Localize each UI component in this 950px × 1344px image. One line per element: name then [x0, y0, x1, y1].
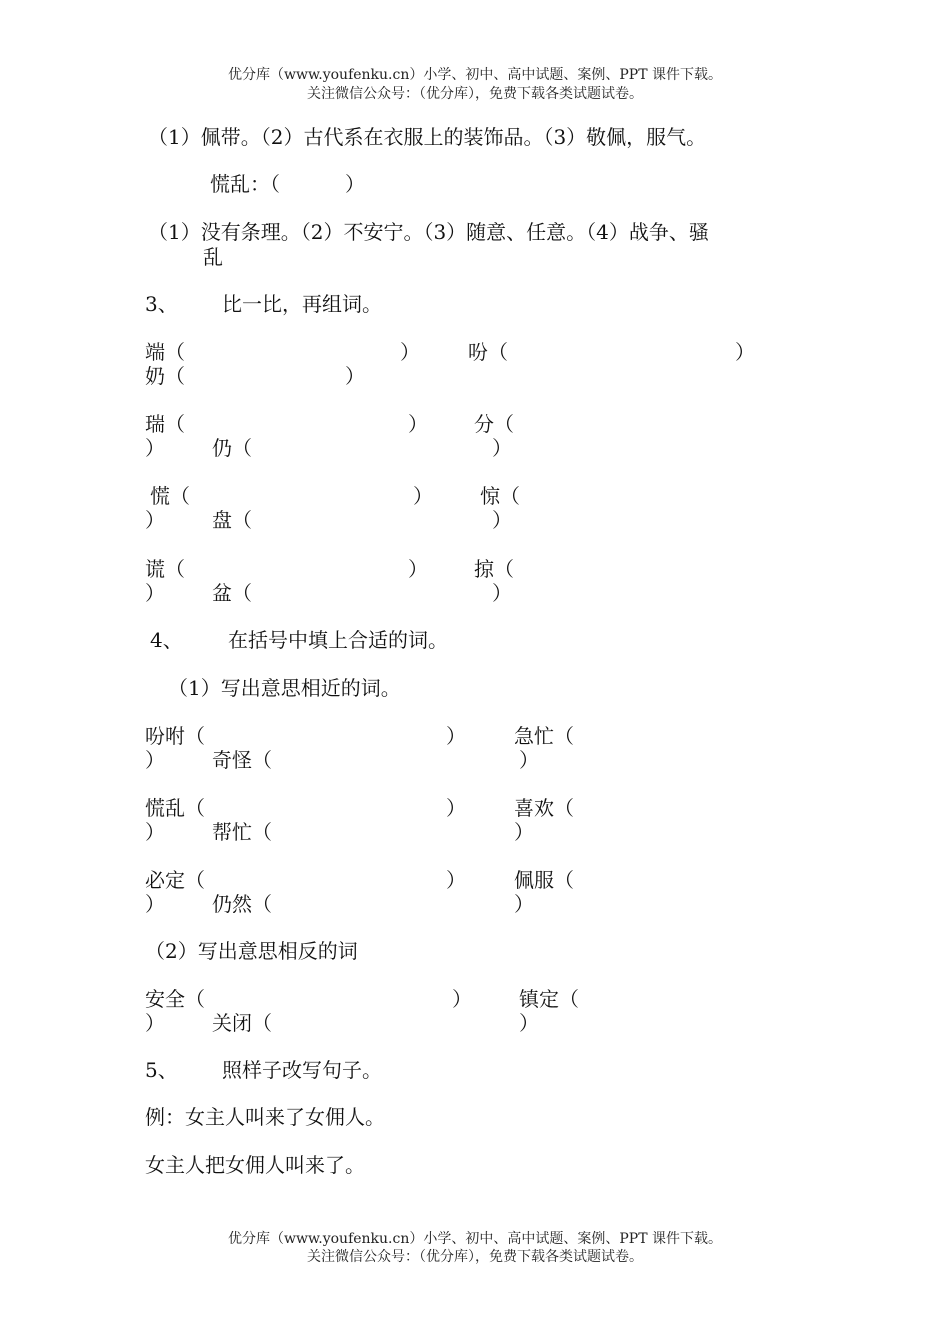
q4-s1-r3-c1-close: ） [446, 868, 466, 892]
q3-r2-c2: 分（ [474, 412, 514, 436]
q3-r1-c3: 奶（ [145, 364, 185, 388]
q5-number: 5、 [145, 1058, 178, 1082]
q4-s1-r1-c1: 吩咐（ [145, 724, 205, 748]
q4-s1-r3-c2: 佩服（ [514, 868, 574, 892]
q3-r3-c2: 惊（ [480, 484, 520, 508]
q4-s2-r1-c3-close: ） [519, 1011, 539, 1035]
luan-meanings-line2: 乱 [203, 245, 223, 269]
q3-r3-c3: 盘（ [212, 508, 252, 532]
q4-s1-r1-c2: 急忙（ [514, 724, 574, 748]
q4-s1-r2-c2-close-right: ） [514, 820, 534, 844]
q3-title: 比一比，再组词。 [222, 292, 382, 316]
q4-sub2-title: （2）写出意思相反的词 [145, 939, 358, 963]
q4-s2-r1-c2: 镇定（ [519, 987, 579, 1011]
q4-s1-r3-c1: 必定（ [145, 868, 205, 892]
q3-r4-c3: 盆（ [212, 581, 252, 605]
q4-s1-r2-c2-close: ） [145, 820, 165, 844]
q3-r3-c2-close: ） [145, 508, 165, 532]
q4-title: 在括号中填上合适的词。 [228, 628, 448, 652]
q3-number: 3、 [145, 292, 178, 316]
q3-r4-c2: 掠（ [474, 557, 514, 581]
q3-r2-c2-close: ） [145, 436, 165, 460]
q4-s1-r1-c2-close: ） [145, 748, 165, 772]
q3-r3-c1-close: ） [413, 484, 433, 508]
q3-r3-c1: 慌（ [150, 484, 190, 508]
page-footer-line1: 优分库（www.youfenku.cn）小学、初中、高中试题、案例、PPT 课件下载。 [227, 1231, 722, 1247]
q3-r2-c1-close: ） [408, 412, 428, 436]
q4-s2-r1-c2-close: ） [145, 1011, 165, 1035]
q3-r1-c1-close: ） [400, 340, 420, 364]
q5-example: 例：女主人叫来了女佣人。 [145, 1105, 385, 1129]
q4-s2-r1-c1: 安全（ [145, 987, 205, 1011]
page-footer-line2: 关注微信公众号：（优分库），免费下载各类试题试卷。 [307, 1249, 643, 1265]
q4-s1-r2-c2: 喜欢（ [514, 796, 574, 820]
page-header-line1: 优分库（www.youfenku.cn）小学、初中、高中试题、案例、PPT 课件下载。 [227, 67, 722, 83]
q4-s1-r3-c2-close-right: ） [514, 892, 534, 916]
q3-r2-c3-close: ） [492, 436, 512, 460]
q3-r4-c1: 谎（ [145, 557, 185, 581]
q3-r4-c3-close: ） [492, 581, 512, 605]
q4-s1-r3-c3: 仍然（ [212, 892, 272, 916]
huangluan-prompt: 慌乱：（ [210, 172, 280, 196]
q3-r2-c1: 瑞（ [145, 412, 185, 436]
q4-s1-r3-c2-close: ） [145, 892, 165, 916]
q4-s1-r1-c1-close: ） [446, 724, 466, 748]
q4-sub1-title: （1）写出意思相近的词。 [168, 676, 401, 700]
q5-example-answer: 女主人把女佣人叫来了。 [145, 1153, 365, 1177]
q4-s2-r1-c1-close: ） [452, 987, 472, 1011]
q3-r1-c1: 端（ [145, 340, 185, 364]
huangluan-close: ） [345, 172, 365, 196]
q4-number: 4、 [150, 628, 183, 652]
q3-r1-c2-close: ） [735, 340, 755, 364]
q5-title: 照样子改写句子。 [222, 1058, 382, 1082]
q3-r1-c3-close: ） [345, 364, 365, 388]
q4-s1-r2-c1: 慌乱（ [145, 796, 205, 820]
luan-meanings-line1: （1）没有条理。（2）不安宁。（3）随意、任意。（4）战争、骚 [148, 220, 709, 244]
q4-s1-r1-c3: 奇怪（ [212, 748, 272, 772]
q3-r3-c3-close: ） [492, 508, 512, 532]
pei-meanings: （1）佩带。（2）古代系在衣服上的装饰品。（3）敬佩，服气。 [148, 125, 707, 149]
q3-r4-c1-close: ） [408, 557, 428, 581]
q4-s2-r1-c3: 关闭（ [212, 1011, 272, 1035]
q3-r4-c2-close: ） [145, 581, 165, 605]
q4-s1-r2-c1-close: ） [446, 796, 466, 820]
page-header-line2: 关注微信公众号：（优分库），免费下载各类试题试卷。 [307, 86, 643, 102]
q4-s1-r2-c3: 帮忙（ [212, 820, 272, 844]
q3-r2-c3: 仍（ [212, 436, 252, 460]
q3-r1-c2: 吩（ [468, 340, 508, 364]
q4-s1-r1-c3-close: ） [519, 748, 539, 772]
